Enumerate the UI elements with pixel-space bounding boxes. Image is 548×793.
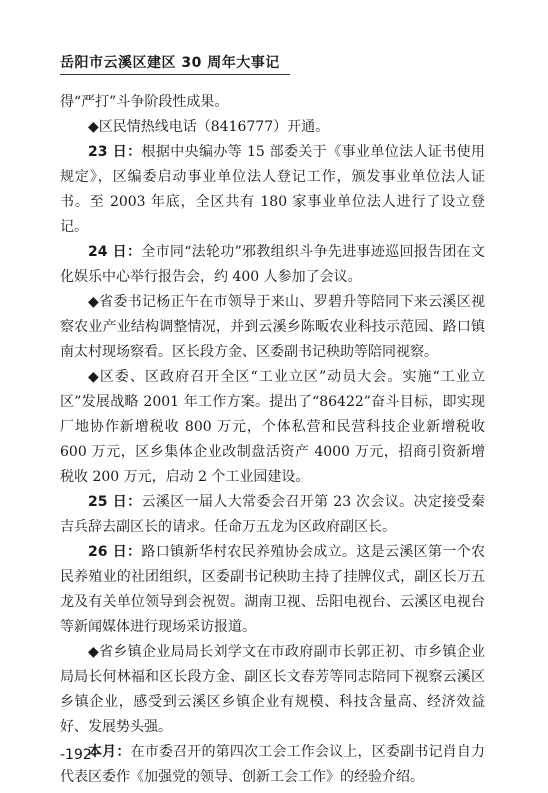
date-lead: 23 日： (88, 144, 142, 160)
paragraph (60, 490, 485, 540)
paragraph (60, 640, 485, 740)
paragraph (60, 240, 485, 290)
date-lead: 25 日： (88, 494, 142, 510)
paragraph (60, 540, 485, 640)
running-header: 岳阳市云溪区建区 30 周年大事记 (60, 55, 280, 71)
paragraph-text: ◆省委书记杨正午在市领导于来山、罗碧升等陪同下来云溪区视察农业产业结构调整情况，并到云溪乡陈畈农业科技示范园、路口镇南太村现场察看。区长段方金、区委副书记秧助等陪同视察。 (60, 294, 485, 360)
paragraph (60, 115, 485, 140)
paragraph-text: 全市同“法轮功”邪教组织斗争先进事迹巡回报告团在文化娱乐中心举行报告会，约 400 人参加了会议。 (60, 244, 485, 285)
paragraph-text: 路口镇新华村农民养殖协会成立。这是云溪区第一个农民养殖业的社团组织，区委副书记秧助主持了挂牌仪式，副区长万五龙及有关单位领导到会祝贺。湖南卫视、岳阳电视台、云溪区电视台等新闻媒体进行现场采访报道。 (60, 544, 486, 635)
paragraph-text: 云溪区一届人大常委会召开第 23 次会议。决定接受秦吉兵辞去副区长的请求。任命万五龙为区政府副区长。 (60, 494, 486, 535)
paragraph-text: ◆区委、区政府召开全区“工业立区”动员大会。实施“工业立区”发展战略 2001 年工作方案。提出了“86422”奋斗目标，即实现厂地协作新增税收 800 万元，个体私营和民营科技企业新增税收 600 万元，区乡集体企业改制盘活资产 4000 万元，招商引资新增税收 200 万元，启动 2 个工业园建设。 (60, 369, 485, 485)
paragraph (60, 365, 485, 490)
page-number: -192- (60, 747, 97, 763)
paragraph-text: 在市委召开的第四次工会工作会议上，区委副书记肖自力代表区委作《加强党的领导、创新工会工作》的经验介绍。 (60, 744, 486, 785)
paragraph (60, 140, 485, 240)
page-body (60, 90, 485, 790)
date-lead: 本月： (88, 744, 131, 760)
paragraph (60, 290, 485, 365)
paragraph (60, 90, 485, 115)
paragraph-text: ◆省乡镇企业局局长刘学文在市政府副市长郭正初、市乡镇企业局局长何林福和区长段方金、副区长文春芳等同志陪同下视察云溪区乡镇企业，感受到云溪区乡镇企业有规模、科技含量高、经济效益好、发展势头强。 (60, 644, 485, 735)
header-rule (60, 74, 290, 75)
date-lead: 24 日： (88, 244, 142, 260)
date-lead: 26 日： (88, 544, 142, 560)
paragraph-text: 得“严打”斗争阶段性成果。 (60, 94, 229, 110)
paragraph-text: 根据中央编办等 15 部委关于《事业单位法人证书使用规定》，区编委启动事业单位法人登记工作，颁发事业单位法人证书。至 2003 年底，全区共有 180 家事业单位法人进行了设立登记。 (60, 144, 486, 235)
paragraph (60, 740, 485, 790)
paragraph-text: ◆区民情热线电话（8416777）开通。 (88, 119, 330, 135)
